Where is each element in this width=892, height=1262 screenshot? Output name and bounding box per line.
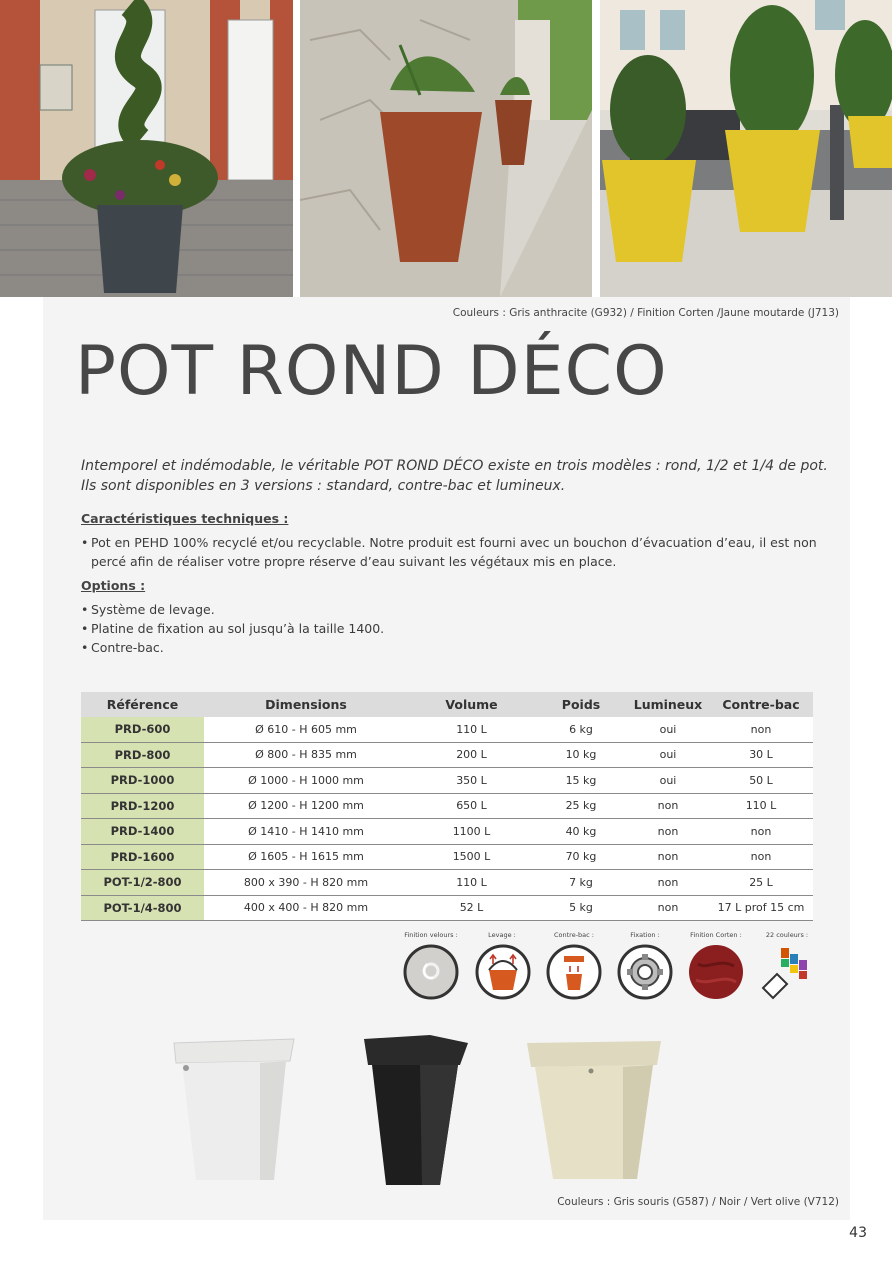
caracteristiques-line-1: Pot en PEHD 100% recyclé et/ou recyclable. Notre produit est fourni avec un bouchon d’évacuation d’eau, il est non <box>91 535 817 550</box>
table-row: POT-1/4-800 400 x 400 - H 820 mm 52 L 5 kg non 17 L prof 15 cm <box>81 895 813 921</box>
gris-anthracite-pot-photo <box>0 0 293 297</box>
caracteristiques-line-2: percé afin de réaliser votre propre réserve d’eau suivant les végétaux mis en place. <box>91 554 617 569</box>
caracteristiques-item <box>81 533 817 571</box>
options-heading: Options : <box>81 578 146 593</box>
header-reference: Référence <box>81 692 204 717</box>
option-label-levage: Levage : <box>488 931 516 939</box>
option-label-contre-bac: Contre-bac : <box>554 931 594 939</box>
corten-pot-photo <box>300 0 592 297</box>
table-row: PRD-1400 Ø 1410 - H 1410 mm 1100 L 40 kg non non <box>81 819 813 845</box>
noir-pot-image <box>360 1033 472 1191</box>
option-label-couleurs: 22 couleurs : <box>765 931 809 939</box>
spec-table <box>81 692 813 921</box>
header-poids: Poids <box>535 692 627 717</box>
bullet-icon: • <box>81 602 89 617</box>
intro-line-1: Intemporel et indémodable, le véritable POT ROND DÉCO existe en trois modèles : rond, 1/2 et 1/4 de pot. <box>81 458 828 474</box>
list-item: • Système de levage. <box>81 602 215 617</box>
table-header-row <box>81 692 813 717</box>
color-fan-icon <box>759 944 815 1000</box>
caracteristiques-heading: Caractéristiques techniques : <box>81 511 289 526</box>
table-row: PRD-600 Ø 610 - H 605 mm 110 L 6 kg oui non <box>81 717 813 742</box>
option-label-velours: Finition velours : <box>404 931 458 939</box>
list-item: • Contre-bac. <box>81 640 164 655</box>
contre-bac-icon <box>546 944 602 1000</box>
velours-texture-icon <box>403 944 459 1000</box>
bullet-icon: • <box>81 640 89 655</box>
table-row: PRD-1600 Ø 1605 - H 1615 mm 1500 L 70 kg non non <box>81 844 813 870</box>
table-row: PRD-1200 Ø 1200 - H 1200 mm 650 L 25 kg non 110 L <box>81 793 813 819</box>
table-row: PRD-1000 Ø 1000 - H 1000 mm 350 L 15 kg oui 50 L <box>81 768 813 794</box>
levage-icon <box>475 944 531 1000</box>
bullet-icon: • <box>81 621 89 636</box>
header-contre-bac: Contre-bac <box>709 692 813 717</box>
options-list <box>81 600 384 657</box>
intro-line-2: Ils sont disponibles en 3 versions : standard, contre-bac et lumineux. <box>81 478 566 494</box>
list-item: • Platine de fixation au sol jusqu’à la taille 1400. <box>81 621 385 636</box>
header-volume: Volume <box>408 692 535 717</box>
bottom-caption: Couleurs : Gris souris (G587) / Noir / Vert olive (V712) <box>557 1196 839 1208</box>
bullet-icon: • <box>81 535 89 550</box>
page-title: POT ROND DÉCO <box>75 332 668 411</box>
photo-caption: Couleurs : Gris anthracite (G932) / Finition Corten /Jaune moutarde (J713) <box>452 307 839 319</box>
header-lumineux: Lumineux <box>627 692 709 717</box>
fixation-icon <box>617 944 673 1000</box>
gris-souris-pot-image <box>170 1035 298 1185</box>
table-row: PRD-800 Ø 800 - H 835 mm 200 L 10 kg oui 30 L <box>81 742 813 768</box>
page-number: 43 <box>849 1225 867 1241</box>
option-label-corten: Finition Corten : <box>690 931 742 939</box>
option-label-fixation: Fixation : <box>630 931 660 939</box>
jaune-moutarde-pot-photo <box>600 0 892 297</box>
corten-swatch-icon <box>688 944 744 1000</box>
header-dimensions: Dimensions <box>204 692 408 717</box>
table-row: POT-1/2-800 800 x 390 - H 820 mm 110 L 7 kg non 25 L <box>81 870 813 896</box>
intro-text <box>81 456 841 496</box>
vert-olive-pot-image <box>525 1037 663 1183</box>
